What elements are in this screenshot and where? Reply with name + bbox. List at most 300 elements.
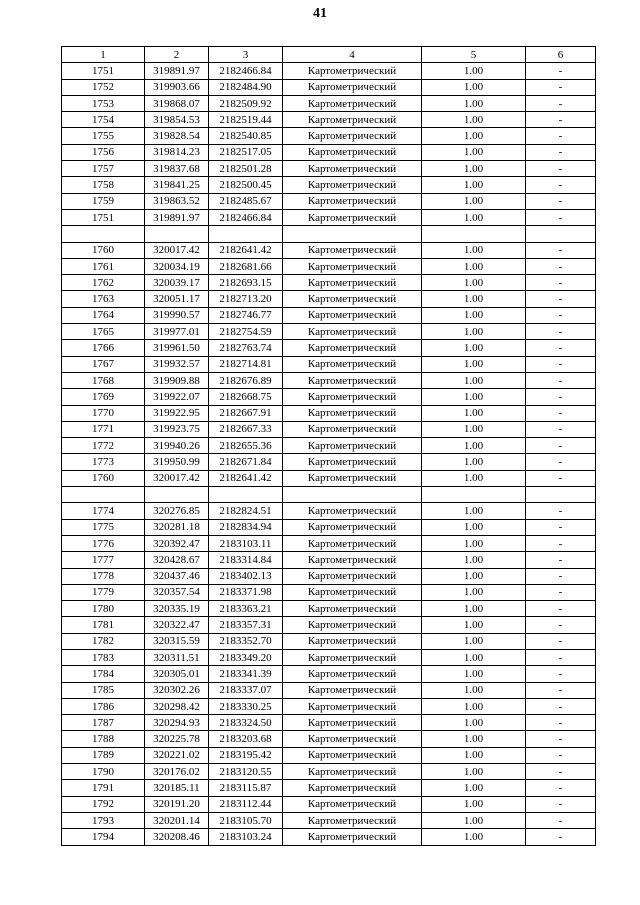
point-number-cell: 1763 xyxy=(62,291,145,307)
point-number-cell: 1783 xyxy=(62,649,145,665)
y-coordinate-cell: 2182676.89 xyxy=(209,372,283,388)
y-coordinate-cell: 2182754.59 xyxy=(209,324,283,340)
note-cell: - xyxy=(526,503,596,519)
table-row xyxy=(62,633,596,649)
method-cell: Картометрический xyxy=(283,307,422,323)
point-number-cell: 1782 xyxy=(62,633,145,649)
x-coordinate-cell: 320221.02 xyxy=(145,747,209,763)
method-cell: Картометрический xyxy=(283,519,422,535)
note-cell: - xyxy=(526,405,596,421)
method-cell: Картометрический xyxy=(283,177,422,193)
table-row xyxy=(62,796,596,812)
x-coordinate-cell xyxy=(145,487,209,503)
x-coordinate-cell: 319940.26 xyxy=(145,438,209,454)
table-row xyxy=(62,698,596,714)
note-cell: - xyxy=(526,601,596,617)
table-row xyxy=(62,209,596,225)
accuracy-cell: 1.00 xyxy=(422,79,526,95)
y-coordinate-cell: 2182667.91 xyxy=(209,405,283,421)
point-number-cell: 1755 xyxy=(62,128,145,144)
x-coordinate-cell: 320276.85 xyxy=(145,503,209,519)
point-number-cell: 1780 xyxy=(62,601,145,617)
note-cell: - xyxy=(526,161,596,177)
x-coordinate-cell: 320225.78 xyxy=(145,731,209,747)
accuracy-cell: 1.00 xyxy=(422,209,526,225)
y-coordinate-cell: 2182466.84 xyxy=(209,63,283,79)
note-cell: - xyxy=(526,291,596,307)
method-cell: Картометрический xyxy=(283,324,422,340)
x-coordinate-cell: 319922.95 xyxy=(145,405,209,421)
point-number-cell: 1766 xyxy=(62,340,145,356)
method-cell: Картометрический xyxy=(283,503,422,519)
accuracy-cell: 1.00 xyxy=(422,715,526,731)
column-header-4: 4 xyxy=(283,47,422,63)
table-row xyxy=(62,79,596,95)
table-row xyxy=(62,666,596,682)
point-number-cell: 1765 xyxy=(62,324,145,340)
note-cell: - xyxy=(526,747,596,763)
separator-row xyxy=(62,487,596,503)
x-coordinate-cell: 320311.51 xyxy=(145,649,209,665)
table-row xyxy=(62,389,596,405)
method-cell: Картометрический xyxy=(283,193,422,209)
method-cell: Картометрический xyxy=(283,144,422,160)
accuracy-cell: 1.00 xyxy=(422,438,526,454)
accuracy-cell: 1.00 xyxy=(422,324,526,340)
note-cell: - xyxy=(526,764,596,780)
accuracy-cell: 1.00 xyxy=(422,698,526,714)
y-coordinate-cell: 2183103.24 xyxy=(209,829,283,845)
table-row xyxy=(62,601,596,617)
point-number-cell: 1778 xyxy=(62,568,145,584)
y-coordinate-cell: 2182714.81 xyxy=(209,356,283,372)
method-cell: Картометрический xyxy=(283,454,422,470)
y-coordinate-cell: 2183363.21 xyxy=(209,601,283,617)
method-cell: Картометрический xyxy=(283,698,422,714)
point-number-cell: 1781 xyxy=(62,617,145,633)
accuracy-cell: 1.00 xyxy=(422,258,526,274)
accuracy-cell: 1.00 xyxy=(422,633,526,649)
y-coordinate-cell: 2183115.87 xyxy=(209,780,283,796)
point-number-cell xyxy=(62,226,145,242)
point-number-cell: 1751 xyxy=(62,63,145,79)
table-row xyxy=(62,747,596,763)
table-row xyxy=(62,307,596,323)
note-cell: - xyxy=(526,682,596,698)
method-cell: Картометрический xyxy=(283,812,422,828)
accuracy-cell: 1.00 xyxy=(422,307,526,323)
note-cell: - xyxy=(526,780,596,796)
x-coordinate-cell: 319990.57 xyxy=(145,307,209,323)
y-coordinate-cell: 2182509.92 xyxy=(209,95,283,111)
table-row xyxy=(62,193,596,209)
table-row xyxy=(62,324,596,340)
note-cell xyxy=(526,487,596,503)
method-cell: Картометрический xyxy=(283,372,422,388)
accuracy-cell: 1.00 xyxy=(422,552,526,568)
x-coordinate-cell: 319977.01 xyxy=(145,324,209,340)
method-cell: Картометрический xyxy=(283,747,422,763)
point-number-cell: 1775 xyxy=(62,519,145,535)
point-number-cell: 1772 xyxy=(62,438,145,454)
accuracy-cell: 1.00 xyxy=(422,95,526,111)
method-cell: Картометрический xyxy=(283,470,422,486)
y-coordinate-cell: 2183352.70 xyxy=(209,633,283,649)
point-number-cell: 1751 xyxy=(62,209,145,225)
point-number-cell: 1779 xyxy=(62,584,145,600)
method-cell: Картометрический xyxy=(283,356,422,372)
note-cell: - xyxy=(526,633,596,649)
x-coordinate-cell: 319863.52 xyxy=(145,193,209,209)
point-number-cell: 1758 xyxy=(62,177,145,193)
x-coordinate-cell: 319922.07 xyxy=(145,389,209,405)
x-coordinate-cell: 319891.97 xyxy=(145,209,209,225)
y-coordinate-cell: 2182484.90 xyxy=(209,79,283,95)
y-coordinate-cell: 2183203.68 xyxy=(209,731,283,747)
note-cell: - xyxy=(526,177,596,193)
point-number-cell: 1788 xyxy=(62,731,145,747)
point-number-cell: 1790 xyxy=(62,764,145,780)
x-coordinate-cell: 320034.19 xyxy=(145,258,209,274)
x-coordinate-cell: 320298.42 xyxy=(145,698,209,714)
method-cell: Картометрический xyxy=(283,421,422,437)
accuracy-cell: 1.00 xyxy=(422,421,526,437)
column-header-5: 5 xyxy=(422,47,526,63)
x-coordinate-cell: 319923.75 xyxy=(145,421,209,437)
note-cell: - xyxy=(526,242,596,258)
note-cell: - xyxy=(526,438,596,454)
note-cell: - xyxy=(526,649,596,665)
table-row xyxy=(62,535,596,551)
page-number: 41 xyxy=(313,6,327,21)
point-number-cell: 1776 xyxy=(62,535,145,551)
point-number-cell: 1760 xyxy=(62,470,145,486)
point-number-cell: 1769 xyxy=(62,389,145,405)
point-number-cell: 1792 xyxy=(62,796,145,812)
note-cell: - xyxy=(526,193,596,209)
y-coordinate-cell: 2182668.75 xyxy=(209,389,283,405)
note-cell: - xyxy=(526,470,596,486)
y-coordinate-cell: 2183330.25 xyxy=(209,698,283,714)
point-number-cell: 1794 xyxy=(62,829,145,845)
note-cell: - xyxy=(526,356,596,372)
method-cell: Картометрический xyxy=(283,389,422,405)
note-cell: - xyxy=(526,519,596,535)
x-coordinate-cell: 319903.66 xyxy=(145,79,209,95)
method-cell: Картометрический xyxy=(283,112,422,128)
y-coordinate-cell: 2182466.84 xyxy=(209,209,283,225)
table-row xyxy=(62,161,596,177)
accuracy-cell: 1.00 xyxy=(422,356,526,372)
accuracy-cell: 1.00 xyxy=(422,177,526,193)
accuracy-cell: 1.00 xyxy=(422,372,526,388)
method-cell: Картометрический xyxy=(283,829,422,845)
y-coordinate-cell: 2183195.42 xyxy=(209,747,283,763)
x-coordinate-cell: 319909.88 xyxy=(145,372,209,388)
method-cell: Картометрический xyxy=(283,682,422,698)
accuracy-cell: 1.00 xyxy=(422,682,526,698)
table-row xyxy=(62,112,596,128)
method-cell: Картометрический xyxy=(283,666,422,682)
accuracy-cell: 1.00 xyxy=(422,470,526,486)
y-coordinate-cell: 2182641.42 xyxy=(209,242,283,258)
accuracy-cell: 1.00 xyxy=(422,780,526,796)
accuracy-cell: 1.00 xyxy=(422,747,526,763)
y-coordinate-cell: 2183371.98 xyxy=(209,584,283,600)
point-number-cell: 1768 xyxy=(62,372,145,388)
x-coordinate-cell: 320201.14 xyxy=(145,812,209,828)
y-coordinate-cell: 2182519.44 xyxy=(209,112,283,128)
method-cell xyxy=(283,487,422,503)
note-cell: - xyxy=(526,552,596,568)
x-coordinate-cell: 320305.01 xyxy=(145,666,209,682)
header-row xyxy=(62,47,596,63)
method-cell: Картометрический xyxy=(283,584,422,600)
x-coordinate-cell: 320281.18 xyxy=(145,519,209,535)
column-header-2: 2 xyxy=(145,47,209,63)
table-row xyxy=(62,421,596,437)
y-coordinate-cell: 2182655.36 xyxy=(209,438,283,454)
y-coordinate-cell: 2183103.11 xyxy=(209,535,283,551)
accuracy-cell: 1.00 xyxy=(422,112,526,128)
accuracy-cell: 1.00 xyxy=(422,812,526,828)
point-number-cell: 1756 xyxy=(62,144,145,160)
x-coordinate-cell: 320357.54 xyxy=(145,584,209,600)
note-cell: - xyxy=(526,617,596,633)
x-coordinate-cell: 320335.19 xyxy=(145,601,209,617)
accuracy-cell: 1.00 xyxy=(422,128,526,144)
method-cell: Картометрический xyxy=(283,649,422,665)
y-coordinate-cell: 2182693.15 xyxy=(209,275,283,291)
note-cell: - xyxy=(526,715,596,731)
x-coordinate-cell: 319961.50 xyxy=(145,340,209,356)
point-number-cell: 1785 xyxy=(62,682,145,698)
note-cell: - xyxy=(526,275,596,291)
table-row xyxy=(62,340,596,356)
y-coordinate-cell: 2183120.55 xyxy=(209,764,283,780)
accuracy-cell: 1.00 xyxy=(422,535,526,551)
method-cell: Картометрический xyxy=(283,617,422,633)
x-coordinate-cell: 319891.97 xyxy=(145,63,209,79)
method-cell: Картометрический xyxy=(283,601,422,617)
accuracy-cell: 1.00 xyxy=(422,568,526,584)
table-row xyxy=(62,405,596,421)
accuracy-cell: 1.00 xyxy=(422,796,526,812)
accuracy-cell: 1.00 xyxy=(422,161,526,177)
method-cell: Картометрический xyxy=(283,568,422,584)
accuracy-cell: 1.00 xyxy=(422,584,526,600)
table-row xyxy=(62,470,596,486)
accuracy-cell: 1.00 xyxy=(422,63,526,79)
accuracy-cell: 1.00 xyxy=(422,340,526,356)
table-row xyxy=(62,177,596,193)
y-coordinate-cell xyxy=(209,226,283,242)
y-coordinate-cell: 2183337.07 xyxy=(209,682,283,698)
accuracy-cell: 1.00 xyxy=(422,242,526,258)
y-coordinate-cell: 2182746.77 xyxy=(209,307,283,323)
x-coordinate-cell: 320392.47 xyxy=(145,535,209,551)
table-row xyxy=(62,731,596,747)
point-number-cell: 1753 xyxy=(62,95,145,111)
point-number-cell: 1764 xyxy=(62,307,145,323)
y-coordinate-cell: 2182540.85 xyxy=(209,128,283,144)
table-row xyxy=(62,617,596,633)
x-coordinate-cell: 320039.17 xyxy=(145,275,209,291)
method-cell: Картометрический xyxy=(283,438,422,454)
table-row xyxy=(62,552,596,568)
note-cell: - xyxy=(526,698,596,714)
note-cell: - xyxy=(526,144,596,160)
method-cell: Картометрический xyxy=(283,291,422,307)
y-coordinate-cell: 2182517.05 xyxy=(209,144,283,160)
accuracy-cell xyxy=(422,226,526,242)
point-number-cell: 1761 xyxy=(62,258,145,274)
table-row xyxy=(62,715,596,731)
x-coordinate-cell xyxy=(145,226,209,242)
x-coordinate-cell: 320191.20 xyxy=(145,796,209,812)
point-number-cell: 1767 xyxy=(62,356,145,372)
y-coordinate-cell: 2182641.42 xyxy=(209,470,283,486)
method-cell: Картометрический xyxy=(283,552,422,568)
y-coordinate-cell: 2182667.33 xyxy=(209,421,283,437)
table-row xyxy=(62,242,596,258)
accuracy-cell: 1.00 xyxy=(422,454,526,470)
table-row xyxy=(62,128,596,144)
note-cell: - xyxy=(526,796,596,812)
note-cell: - xyxy=(526,209,596,225)
note-cell: - xyxy=(526,324,596,340)
y-coordinate-cell: 2183112.44 xyxy=(209,796,283,812)
point-number-cell: 1791 xyxy=(62,780,145,796)
method-cell: Картометрический xyxy=(283,535,422,551)
point-number-cell: 1770 xyxy=(62,405,145,421)
column-header-1: 1 xyxy=(62,47,145,63)
x-coordinate-cell: 320208.46 xyxy=(145,829,209,845)
x-coordinate-cell: 319814.23 xyxy=(145,144,209,160)
note-cell: - xyxy=(526,584,596,600)
method-cell: Картометрический xyxy=(283,275,422,291)
accuracy-cell: 1.00 xyxy=(422,649,526,665)
table-row xyxy=(62,356,596,372)
point-number-cell: 1754 xyxy=(62,112,145,128)
method-cell: Картометрический xyxy=(283,63,422,79)
point-number-cell: 1752 xyxy=(62,79,145,95)
x-coordinate-cell: 319854.53 xyxy=(145,112,209,128)
point-number-cell: 1787 xyxy=(62,715,145,731)
x-coordinate-cell: 320428.67 xyxy=(145,552,209,568)
y-coordinate-cell: 2182501.28 xyxy=(209,161,283,177)
note-cell: - xyxy=(526,372,596,388)
table-row xyxy=(62,63,596,79)
method-cell: Картометрический xyxy=(283,796,422,812)
method-cell: Картометрический xyxy=(283,340,422,356)
table-row xyxy=(62,764,596,780)
accuracy-cell: 1.00 xyxy=(422,503,526,519)
point-number-cell: 1789 xyxy=(62,747,145,763)
accuracy-cell: 1.00 xyxy=(422,389,526,405)
note-cell: - xyxy=(526,731,596,747)
y-coordinate-cell: 2182671.84 xyxy=(209,454,283,470)
note-cell: - xyxy=(526,340,596,356)
x-coordinate-cell: 320017.42 xyxy=(145,470,209,486)
note-cell: - xyxy=(526,258,596,274)
y-coordinate-cell: 2182485.67 xyxy=(209,193,283,209)
y-coordinate-cell: 2182834.94 xyxy=(209,519,283,535)
y-coordinate-cell xyxy=(209,487,283,503)
method-cell: Картометрический xyxy=(283,209,422,225)
point-number-cell: 1759 xyxy=(62,193,145,209)
point-number-cell: 1760 xyxy=(62,242,145,258)
note-cell: - xyxy=(526,568,596,584)
table-row xyxy=(62,829,596,845)
table-row xyxy=(62,780,596,796)
point-number-cell: 1773 xyxy=(62,454,145,470)
accuracy-cell: 1.00 xyxy=(422,275,526,291)
method-cell: Картометрический xyxy=(283,258,422,274)
method-cell: Картометрический xyxy=(283,95,422,111)
x-coordinate-cell: 320294.93 xyxy=(145,715,209,731)
x-coordinate-cell: 319828.54 xyxy=(145,128,209,144)
table-row xyxy=(62,568,596,584)
x-coordinate-cell: 319868.07 xyxy=(145,95,209,111)
table-row xyxy=(62,438,596,454)
accuracy-cell xyxy=(422,487,526,503)
y-coordinate-cell: 2183349.20 xyxy=(209,649,283,665)
method-cell: Картометрический xyxy=(283,79,422,95)
accuracy-cell: 1.00 xyxy=(422,731,526,747)
table-row xyxy=(62,144,596,160)
column-header-3: 3 xyxy=(209,47,283,63)
x-coordinate-cell: 319837.68 xyxy=(145,161,209,177)
method-cell: Картометрический xyxy=(283,405,422,421)
method-cell: Картометрический xyxy=(283,242,422,258)
table-header xyxy=(62,47,596,63)
x-coordinate-cell: 319950.99 xyxy=(145,454,209,470)
table-body xyxy=(62,63,596,845)
method-cell: Картометрический xyxy=(283,780,422,796)
method-cell xyxy=(283,226,422,242)
x-coordinate-cell: 319932.57 xyxy=(145,356,209,372)
method-cell: Картометрический xyxy=(283,715,422,731)
point-number-cell: 1784 xyxy=(62,666,145,682)
accuracy-cell: 1.00 xyxy=(422,666,526,682)
table-row xyxy=(62,519,596,535)
y-coordinate-cell: 2182824.51 xyxy=(209,503,283,519)
method-cell: Картометрический xyxy=(283,764,422,780)
method-cell: Картометрический xyxy=(283,633,422,649)
note-cell: - xyxy=(526,307,596,323)
note-cell: - xyxy=(526,454,596,470)
accuracy-cell: 1.00 xyxy=(422,617,526,633)
accuracy-cell: 1.00 xyxy=(422,193,526,209)
point-number-cell: 1762 xyxy=(62,275,145,291)
x-coordinate-cell: 320017.42 xyxy=(145,242,209,258)
y-coordinate-cell: 2182500.45 xyxy=(209,177,283,193)
table-row xyxy=(62,584,596,600)
note-cell: - xyxy=(526,535,596,551)
table-row xyxy=(62,503,596,519)
table-row xyxy=(62,258,596,274)
accuracy-cell: 1.00 xyxy=(422,519,526,535)
separator-row xyxy=(62,226,596,242)
table-row xyxy=(62,649,596,665)
coordinates-table xyxy=(61,46,596,846)
note-cell: - xyxy=(526,389,596,405)
accuracy-cell: 1.00 xyxy=(422,829,526,845)
table-row xyxy=(62,275,596,291)
method-cell: Картометрический xyxy=(283,161,422,177)
note-cell: - xyxy=(526,63,596,79)
